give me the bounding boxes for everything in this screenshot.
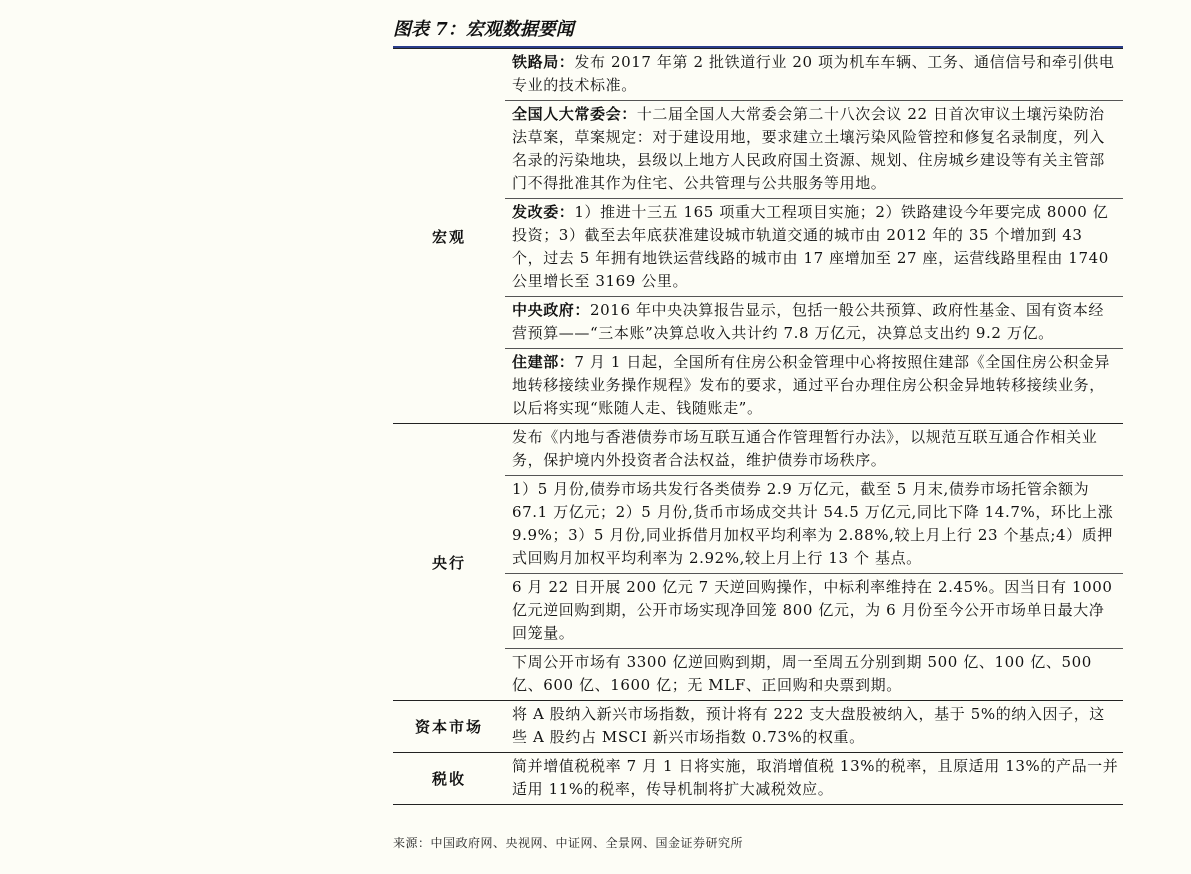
item-text: 简并增值税税率 7 月 1 日将实施，取消增值税 13%的税率，且原适用 13%的产品一并适用 11%的税率，传导机制将扩大减税效应。	[512, 757, 1119, 798]
item-source: 住建部：	[512, 353, 575, 371]
news-item	[505, 649, 1123, 701]
item-text: 十二届全国人大常委会第二十八次会议 22 日首次审议土壤污染防治法草案，草案规定：对于建设用地，要求建立土壤污染风险管控和修复名录制度，列入名录的污染地块，县级以上地方人民政府国土资源、规划、住房城乡建设等有关主管部门不得批准其作为住宅、公共管理与公共服务等用地。	[512, 105, 1105, 192]
item-text: 1）推进十三五 165 项重大工程项目实施；2）铁路建设今年要完成 8000 亿投资；3）截至去年底获准建设城市轨道交通的城市由 2012 年的 35 个增加到 43 个，过去 5 年拥有地铁运营线路的城市由 17 座增加至 27 座，运营线路里程由 1740 公里增长至 3169 公里。	[512, 203, 1109, 290]
figure-title: 图表 7：宏观数据要闻	[393, 16, 1123, 48]
item-text: 1）5 月份,债券市场共发行各类债券 2.9 万亿元，截至 5 月末,债券市场托管余额为 67.1 万亿元；2）5 月份,货币市场成交共计 54.5 万亿元,同比下降 14.7%，环比上涨 9.9%；3）5 月份,同业拆借月加权平均利率为 2.88%,较上月上行 23 个基点;4）质押式回购月加权平均利率为 2.92%,较上月上行 13 个 基点。	[512, 480, 1114, 567]
item-source: 全国人大常委会：	[512, 105, 637, 123]
category-cell: 资本市场	[393, 701, 505, 753]
news-item	[505, 199, 1123, 297]
item-source: 铁路局：	[512, 53, 575, 71]
item-text: 发布《内地与香港债券市场互联互通合作管理暂行办法》，以规范互联互通合作相关业务，保护境内外投资者合法权益，维护债券市场秩序。	[512, 428, 1098, 469]
item-text: 2016 年中央决算报告显示，包括一般公共预算、政府性基金、国有资本经营预算——“三本账”决算总收入共计约 7.8 万亿元，决算总支出约 9.2 万亿。	[512, 301, 1104, 342]
section-central-bank	[393, 424, 1123, 701]
category-cell: 央行	[393, 424, 505, 701]
news-item	[505, 297, 1123, 349]
news-item	[505, 424, 1123, 476]
source-note: 来源：中国政府网、央视网、中证网、全景网、国金证券研究所	[393, 836, 744, 850]
news-item	[505, 701, 1123, 753]
section-capital-market	[393, 701, 1123, 753]
section-macro	[393, 49, 1123, 424]
item-text: 将 A 股纳入新兴市场指数，预计将有 222 支大盘股被纳入，基于 5%的纳入因子，这些 A 股约占 MSCI 新兴市场指数 0.73%的权重。	[512, 705, 1105, 746]
item-text: 6 月 22 日开展 200 亿元 7 天逆回购操作，中标利率维持在 2.45%。因当日有 1000 亿元逆回购到期，公开市场实现净回笼 800 亿元，为 6 月份至今公开市场单日最大净回笼量。	[512, 578, 1113, 642]
news-item	[505, 101, 1123, 199]
news-item	[505, 574, 1123, 649]
news-item	[505, 753, 1123, 805]
item-source: 中央政府：	[512, 301, 591, 319]
item-text: 下周公开市场有 3300 亿逆回购到期，周一至周五分别到期 500 亿、100 亿、500 亿、600 亿、1600 亿；无 MLF、正回购和央票到期。	[512, 653, 1092, 694]
item-text: 7 月 1 日起，全国所有住房公积金管理中心将按照住建部《全国住房公积金异地转移接续业务操作规程》发布的要求，通过平台办理住房公积金异地转移接续业务，以后将实现“账随人走、钱随账走”。	[512, 353, 1111, 417]
news-item	[505, 49, 1123, 101]
category-cell: 税收	[393, 753, 505, 805]
item-source: 发改委：	[512, 203, 575, 221]
news-table	[393, 48, 1123, 805]
news-item	[505, 349, 1123, 424]
category-cell: 宏观	[393, 49, 505, 424]
section-tax	[393, 753, 1123, 805]
news-item	[505, 476, 1123, 574]
item-text: 发布 2017 年第 2 批铁道行业 20 项为机车车辆、工务、通信信号和牵引供电专业的技术标准。	[512, 53, 1115, 94]
